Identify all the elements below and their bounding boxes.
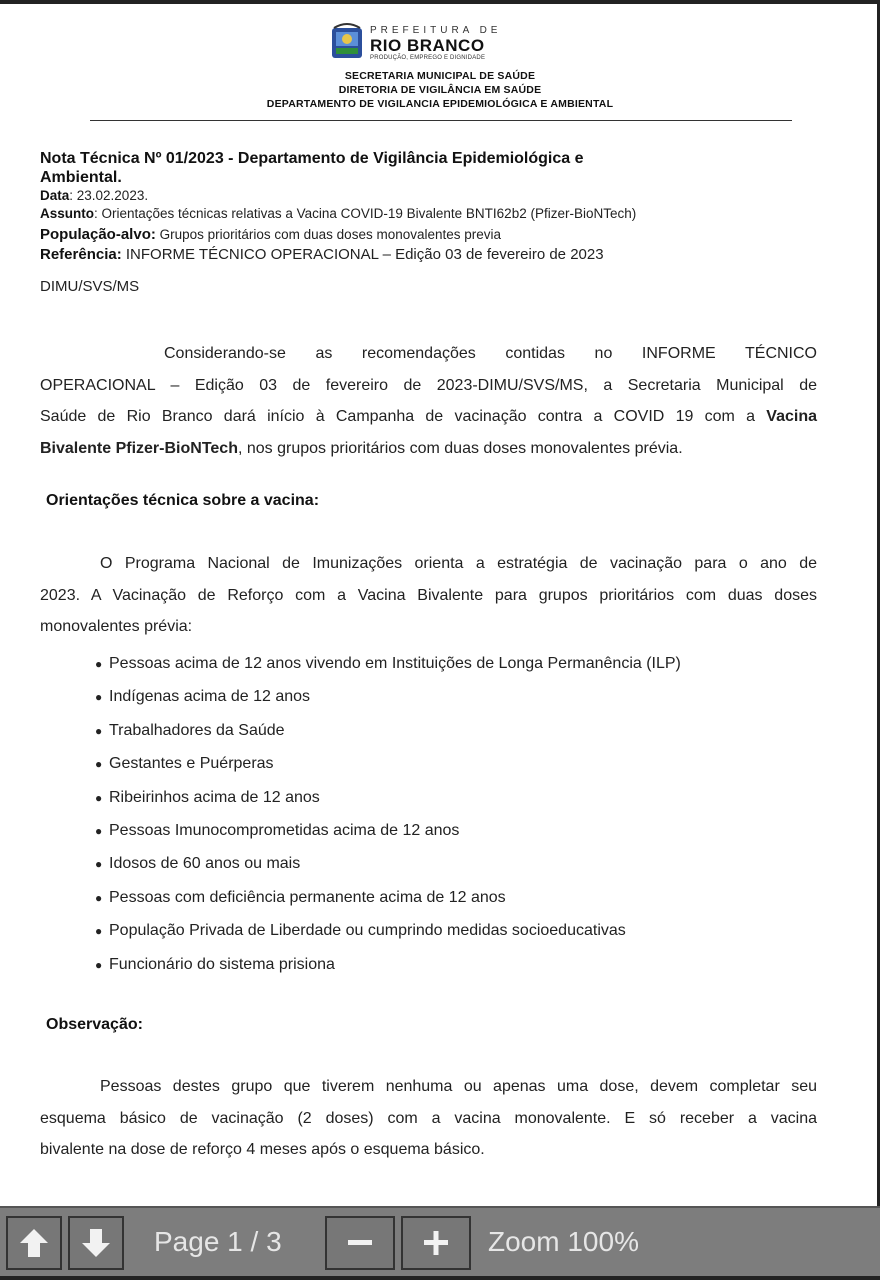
bullet-icon: ● xyxy=(95,857,103,872)
paragraph-considerando xyxy=(40,338,817,464)
meta-referencia-value: INFORME TÉCNICO OPERACIONAL – Edição 03 de fevereiro de 2023 xyxy=(121,246,604,263)
page-indicator: Page 1 / 3 xyxy=(154,1226,282,1257)
list-item xyxy=(95,714,681,747)
meta-assunto xyxy=(40,206,636,222)
header-secretaria: SECRETARIA MUNICIPAL DE SAÚDE xyxy=(344,70,536,82)
list-item xyxy=(95,647,681,680)
bullet-icon: ● xyxy=(95,890,103,905)
list-item xyxy=(95,948,681,981)
bullet-icon: ● xyxy=(95,924,103,939)
minus-icon xyxy=(345,1228,375,1258)
meta-referencia-label: Referência: xyxy=(40,246,122,263)
bullet-icon: ● xyxy=(95,957,103,972)
meta-data-value: : 23.02.2023. xyxy=(69,188,149,203)
arrow-down-icon xyxy=(79,1226,113,1260)
logo-slogan-text: PRODUÇÃO, EMPREGO E DIGNIDADE xyxy=(370,55,486,61)
list-item xyxy=(95,747,681,780)
meta-assunto-label: Assunto xyxy=(40,206,94,221)
pdf-viewer-toolbar xyxy=(0,1206,880,1280)
list-item-text: Pessoas com deficiência permanente acima de 12 anos xyxy=(109,888,506,906)
list-item-text: Pessoas acima de 12 anos vivendo em Instituições de Longa Permanência (ILP) xyxy=(109,655,681,672)
list-item xyxy=(95,814,681,847)
list-item-text: Pessoas Imunocomprometidas acima de 12 anos xyxy=(109,821,460,839)
p1-line3-text: Saúde de Rio Branco dará início à Campanha de vacinação contra a COVID 19 com a xyxy=(40,408,767,425)
meta-referencia xyxy=(40,247,604,263)
zoom-out-button[interactable] xyxy=(325,1216,395,1270)
prefeitura-logo xyxy=(330,22,520,66)
bottom-border xyxy=(0,1276,880,1280)
list-item xyxy=(95,781,681,814)
plus-icon xyxy=(421,1228,451,1258)
bullet-icon: ● xyxy=(95,723,103,738)
zoom-in-button[interactable] xyxy=(401,1216,471,1270)
p3-line1: Pessoas destes grupo que tiverem nenhuma ou apenas uma dose, devem completar seu xyxy=(100,1078,817,1095)
header-departamento: DEPARTAMENTO DE VIGILANCIA EPIDEMIOLÓGICA E AMBIENTAL xyxy=(266,98,614,110)
next-page-button[interactable] xyxy=(68,1216,124,1270)
document-page xyxy=(0,4,880,1206)
list-item-text: Idosos de 60 anos ou mais xyxy=(109,855,301,873)
section-observacao-title: Observação: xyxy=(46,1016,143,1033)
p1-line4-bold: Bivalente Pfizer-BioNTech xyxy=(40,439,238,457)
zoom-level: Zoom 100% xyxy=(488,1226,639,1257)
bullet-icon: ● xyxy=(95,790,103,805)
header-divider xyxy=(90,120,792,121)
meta-data-label: Data xyxy=(40,188,70,203)
header-diretoria: DIRETORIA DE VIGILÂNCIA EM SAÚDE xyxy=(338,84,542,96)
logo-prefeitura-text: PREFEITURA DE xyxy=(370,25,502,36)
p2-line3: monovalentes prévia: xyxy=(40,618,193,635)
city-emblem-icon xyxy=(330,22,364,62)
section-orientacoes-title: Orientações técnica sobre a vacina: xyxy=(46,492,320,509)
list-item-text: Ribeirinhos acima de 12 anos xyxy=(109,788,320,806)
list-item xyxy=(95,881,681,914)
p3-line3: bivalente na dose de reforço 4 meses após o esquema básico. xyxy=(40,1141,485,1158)
bullet-icon: ● xyxy=(95,657,103,671)
list-item xyxy=(95,680,681,713)
meta-referencia-line2: DIMU/SVS/MS xyxy=(40,278,140,295)
meta-data xyxy=(40,188,148,204)
meta-populacao-value: Grupos prioritários com duas doses monovalentes previa xyxy=(155,227,502,242)
paragraph-programa xyxy=(40,548,817,643)
list-item-text: População Privada de Liberdade ou cumprindo medidas socioeducativas xyxy=(109,922,626,940)
list-item-text: Trabalhadores da Saúde xyxy=(109,721,285,739)
list-item xyxy=(95,914,681,947)
list-item-text: Gestantes e Puérperas xyxy=(109,755,274,773)
paragraph-observacao xyxy=(40,1071,817,1166)
p1-line2: OPERACIONAL – Edição 03 de fevereiro de 2023-DIMU/SVS/MS, a Secretaria Municipal de xyxy=(40,376,817,394)
list-item xyxy=(95,847,681,880)
bullet-icon: ● xyxy=(95,690,103,705)
list-item-text: Indígenas acima de 12 anos xyxy=(109,688,311,706)
p2-line1: O Programa Nacional de Imunizações orienta a estratégia de vacinação para o ano de xyxy=(100,555,817,572)
priority-groups-list xyxy=(95,647,681,981)
note-title xyxy=(40,149,740,187)
meta-populacao-label: População-alvo: xyxy=(40,226,156,243)
p1-line4 xyxy=(40,433,817,465)
bullet-icon: ● xyxy=(95,757,103,772)
p1-line3 xyxy=(40,401,817,433)
arrow-up-icon xyxy=(17,1226,51,1260)
meta-assunto-value: : Orientações técnicas relativas a Vacina COVID-19 Bivalente BNTI62b2 (Pfizer-BioNTech) xyxy=(94,206,637,221)
meta-populacao xyxy=(40,227,501,243)
bullet-icon: ● xyxy=(95,823,103,838)
previous-page-button[interactable] xyxy=(6,1216,62,1270)
list-item-text: Funcionário do sistema prisiona xyxy=(109,955,335,973)
p1-line3-bold: Vacina xyxy=(766,408,817,425)
note-title-line1: Nota Técnica Nº 01/2023 - Departamento de Vigilância Epidemiológica e xyxy=(40,150,584,167)
p1-line1: Considerando-se as recomendações contidas no INFORME TÉCNICO xyxy=(164,345,817,362)
p2-line2: 2023. A Vacinação de Reforço com a Vacina Bivalente para grupos prioritários com duas doses xyxy=(40,586,817,604)
logo-city-text: RIO BRANCO xyxy=(370,36,485,55)
p1-line4-text: , nos grupos prioritários com duas doses monovalentes prévia. xyxy=(237,439,683,457)
note-title-line2: Ambiental. xyxy=(40,169,122,186)
p3-line2: esquema básico de vacinação (2 doses) com a vacina monovalente. E só receber a vacina xyxy=(40,1109,817,1127)
